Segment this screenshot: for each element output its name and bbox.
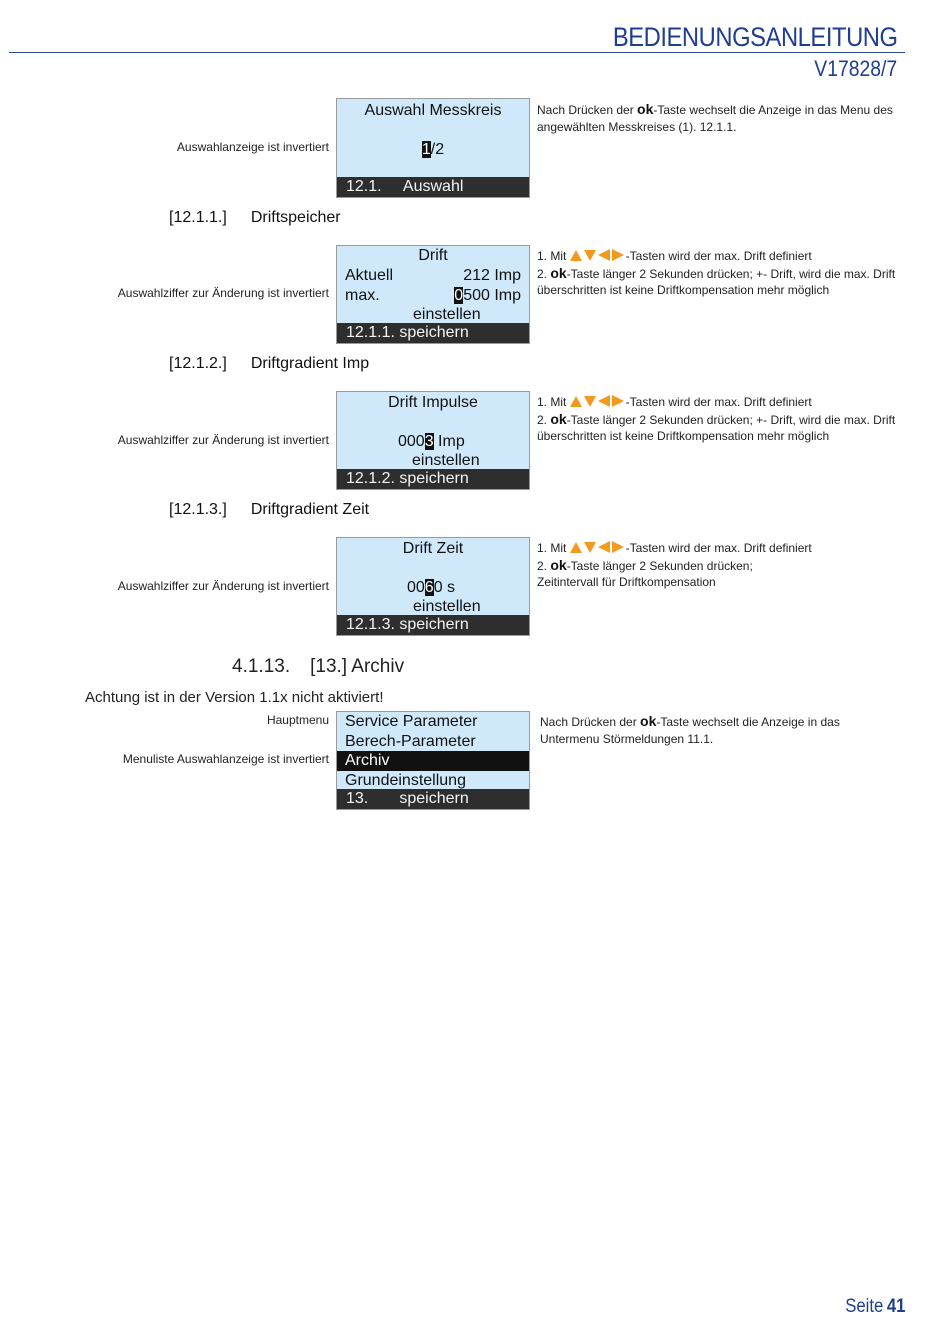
inverted-digit: 6 <box>424 579 434 596</box>
document-number: V17828/7 <box>814 56 897 81</box>
menu-item-archiv-selected: Archiv <box>337 751 529 771</box>
side-label-main-menu: Hauptmenu <box>266 713 329 727</box>
ok-key-label: ok <box>637 101 654 117</box>
chapter-heading: 4.1.13. [13.] Archiv <box>232 656 405 677</box>
lcd-value: 0003 Imp <box>398 433 465 450</box>
arrow-up-icon <box>570 396 582 407</box>
ok-key-label: ok <box>550 556 567 573</box>
lcd-row-label: Aktuell <box>345 267 394 284</box>
side-label-selection: Auswahlanzeige ist invertiert <box>176 140 329 154</box>
side-label-digit: Auswahlziffer zur Änderung ist invertiert <box>117 579 329 593</box>
lcd-action: einstellen <box>412 452 480 469</box>
note-block5: Nach Drücken der ok-Taste wechselt die Anzeige in das Untermenu Störmeldungen 11.1. <box>540 713 840 746</box>
lcd-display-hauptmenu <box>336 711 530 810</box>
lcd-status-bar: 13. speichern <box>337 789 529 809</box>
lcd-status-bar: 12.1. Auswahl <box>337 177 529 197</box>
arrow-right-icon <box>612 395 624 407</box>
arrow-right-icon <box>612 249 624 261</box>
lcd-action: einstellen <box>413 598 481 615</box>
lcd-status-bar: 12.1.1. speichern <box>337 323 529 343</box>
page-number: 41 <box>886 1296 905 1317</box>
arrow-down-icon <box>584 542 596 553</box>
lcd-value: 1/2 <box>421 141 445 158</box>
note-block4: 1. Mit -Tasten wird der max. Drift definiert 2. ok-Taste länger 2 Sekunden drücken; Zeitintervall für Driftkompensation <box>537 541 812 589</box>
section-heading-12-1-1: [12.1.1.] Driftspeicher <box>169 209 341 226</box>
header-rule <box>9 52 905 53</box>
inverted-digit: 0 <box>454 287 464 304</box>
page-label: Seite <box>844 1296 883 1317</box>
lcd-value: 0060 s <box>407 579 456 596</box>
lcd-status-bar: 12.1.2. speichern <box>337 469 529 489</box>
lcd-title: Auswahl Messkreis <box>364 102 502 119</box>
ok-key-label: ok <box>550 264 567 281</box>
arrow-left-icon <box>598 249 610 261</box>
manual-title: BEDIENUNGSANLEITUNG <box>613 22 898 52</box>
version-warning: Achtung ist in der Version 1.1x nicht aktiviert! <box>85 689 384 706</box>
arrow-up-icon <box>570 250 582 261</box>
page-footer <box>845 1296 905 1318</box>
lcd-row-value: 212 Imp <box>463 267 521 284</box>
lcd-title: Drift <box>418 247 448 264</box>
lcd-display-drift-impulse <box>336 391 530 490</box>
section-heading-12-1-2: [12.1.2.] Driftgradient Imp <box>169 355 370 372</box>
menu-item-grundeinstellung: Grundeinstellung <box>345 772 466 789</box>
section-heading-12-1-3: [12.1.3.] Driftgradient Zeit <box>169 501 370 518</box>
ok-key-label: ok <box>640 713 657 729</box>
menu-item-berech-parameter: Berech-Parameter <box>345 733 476 750</box>
arrow-down-icon <box>584 396 596 407</box>
lcd-status-bar: 12.1.3. speichern <box>337 615 529 635</box>
note-block3: 1. Mit -Tasten wird der max. Drift definiert 2. ok-Taste länger 2 Sekunden drücken; +- Drift, wird die max. Drift überschritten ist keine Driftkompensation mehr möglich <box>537 395 896 443</box>
side-label-digit: Auswahlziffer zur Änderung ist invertiert <box>117 433 329 447</box>
inverted-digit: 3 <box>424 433 434 450</box>
lcd-action: einstellen <box>413 306 481 323</box>
side-label-menu-list: Menuliste Auswahlanzeige ist invertiert <box>122 752 329 766</box>
arrow-down-icon <box>584 250 596 261</box>
arrow-up-icon <box>570 542 582 553</box>
ok-key-label: ok <box>550 410 567 427</box>
arrow-right-icon <box>612 541 624 553</box>
lcd-display-drift <box>336 245 530 344</box>
inverted-digit: 1 <box>421 141 431 158</box>
lcd-title: Drift Impulse <box>388 394 478 411</box>
note-block2: 1. Mit -Tasten wird der max. Drift definiert 2. ok-Taste länger 2 Sekunden drücken; +- Drift, wird die max. Drift überschritten ist keine Driftkompensation mehr möglich <box>537 249 896 297</box>
menu-item-service-parameter: Service Parameter <box>345 713 478 730</box>
lcd-title: Drift Zeit <box>402 540 464 557</box>
lcd-row-value: 0500 Imp <box>454 287 521 304</box>
arrow-left-icon <box>598 541 610 553</box>
side-label-digit: Auswahlziffer zur Änderung ist invertiert <box>117 286 329 300</box>
arrow-left-icon <box>598 395 610 407</box>
lcd-display-drift-zeit <box>336 537 530 636</box>
lcd-row-label: max. <box>345 287 380 304</box>
note-block1: Nach Drücken der ok-Taste wechselt die Anzeige in das Menu des angewählten Messkreises (1). 12.1.1. <box>537 101 893 134</box>
lcd-display-auswahl <box>336 98 530 198</box>
